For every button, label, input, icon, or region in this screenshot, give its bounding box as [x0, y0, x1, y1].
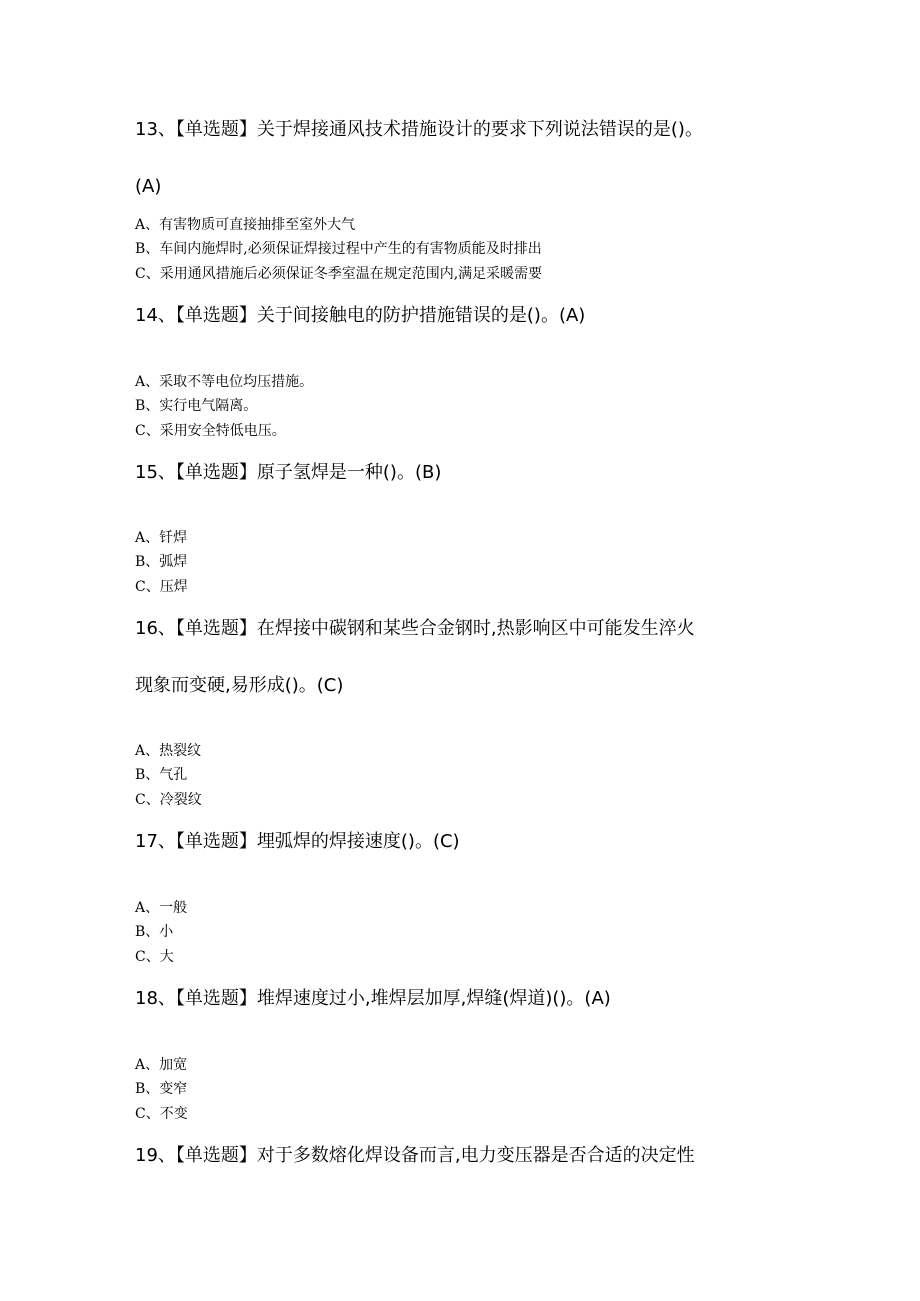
question-14-option-b: B、实行电气隔离。 — [135, 398, 258, 414]
question-16-option-c: C、冷裂纹 — [135, 792, 202, 808]
question-17-option-b: B、小 — [135, 924, 174, 940]
question-18-text: 18、【单选题】堆焊速度过小,堆焊层加厚,焊缝(焊道)()。(A) — [135, 988, 611, 1009]
question-18-option-b: B、变窄 — [135, 1081, 188, 1097]
question-19-text: 19、【单选题】对于多数熔化焊设备而言,电力变压器是否合适的决定性 — [135, 1145, 695, 1166]
question-14-option-a: A、采取不等电位均压措施。 — [135, 374, 314, 390]
question-16-option-a: A、热裂纹 — [135, 743, 202, 759]
question-15-text: 15、【单选题】原子氢焊是一种()。(B) — [135, 462, 442, 483]
question-13-option-a: A、有害物质可直接抽排至室外大气 — [135, 217, 356, 233]
question-17-option-c: C、大 — [135, 949, 174, 965]
question-16-option-b: B、气孔 — [135, 767, 188, 783]
question-13-answer: (A) — [135, 176, 162, 197]
question-15-option-a: A、钎焊 — [135, 530, 188, 546]
question-17-text: 17、【单选题】埋弧焊的焊接速度()。(C) — [135, 831, 460, 852]
question-17-option-a: A、一般 — [135, 900, 188, 916]
question-16-text: 16、【单选题】在焊接中碳钢和某些合金钢时,热影响区中可能发生淬火 — [135, 618, 695, 639]
question-18-option-a: A、加宽 — [135, 1057, 188, 1073]
question-14-option-c: C、采用安全特低电压。 — [135, 423, 286, 439]
question-18-option-c: C、不变 — [135, 1106, 188, 1122]
question-13-option-b: B、车间内施焊时,必须保证焊接过程中产生的有害物质能及时排出 — [135, 241, 542, 257]
question-13-text: 13、【单选题】关于焊接通风技术措施设计的要求下列说法错误的是()。 — [135, 119, 703, 140]
question-15-option-b: B、弧焊 — [135, 554, 188, 570]
question-14-text: 14、【单选题】关于间接触电的防护措施错误的是()。(A) — [135, 305, 586, 326]
question-15-option-c: C、压焊 — [135, 579, 188, 595]
question-13-option-c: C、采用通风措施后必须保证冬季室温在规定范围内,满足采暖需要 — [135, 266, 543, 282]
question-16-text-continued: 现象而变硬,易形成()。(C) — [135, 675, 344, 696]
